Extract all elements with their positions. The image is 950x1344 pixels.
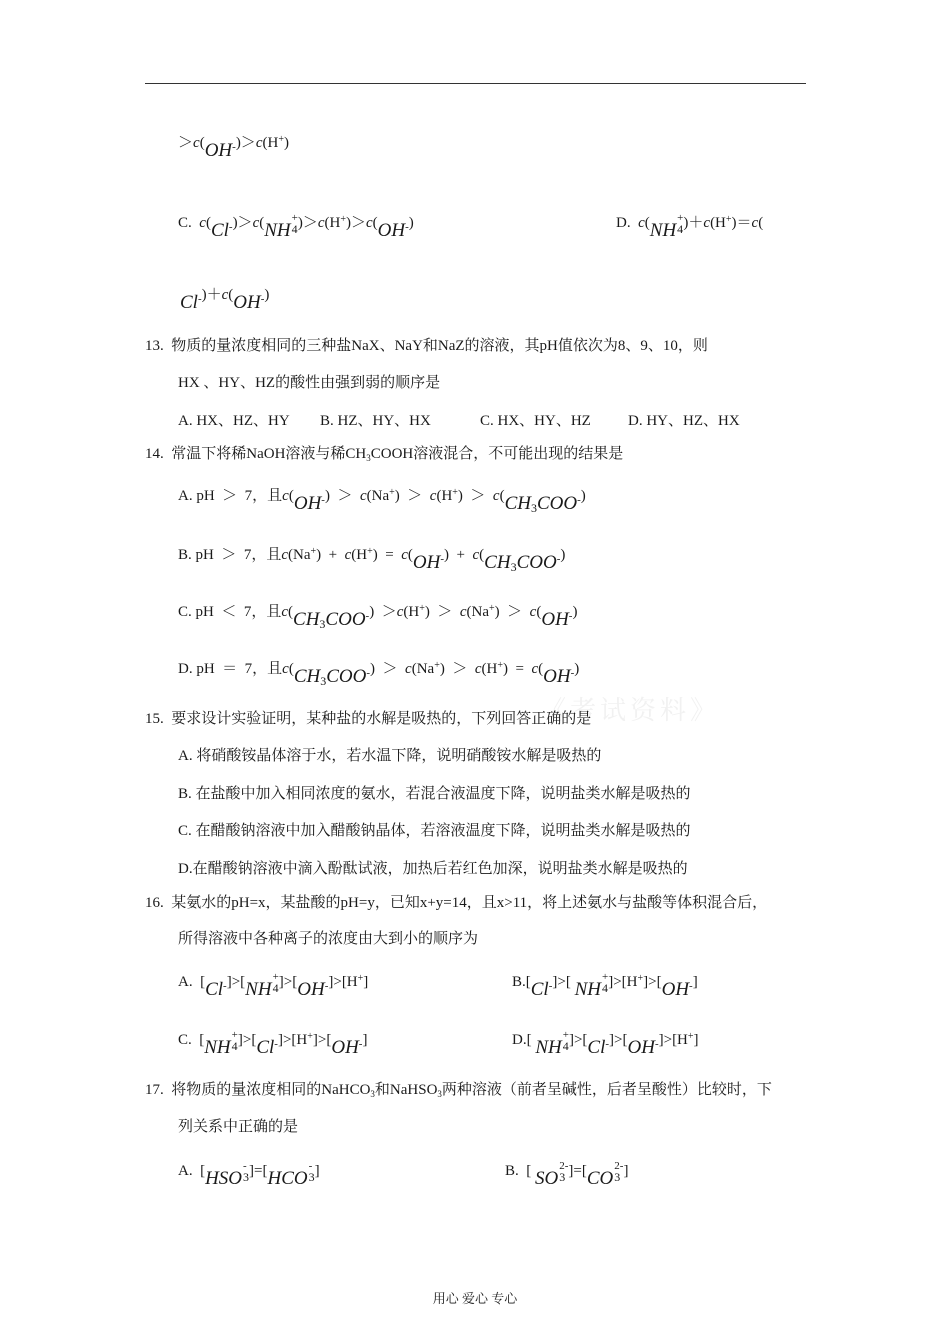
q16-option-d: D.[ NH + 4 ]>[Cl-]>[OH-]>[H+] — [512, 1029, 699, 1058]
frag-option-d: D. c(NH + 4 )＋c(H+)＝c( — [616, 212, 764, 241]
frag-line-1: ＞c(OH-)＞c(H+) — [178, 134, 289, 161]
q15-option-d: D.在醋酸钠溶液中滴入酚酞试液，加热后若红色加深，说明盐类水解是吸热的 — [178, 861, 688, 877]
q16-option-c: C. [NH + 4 ]>[Cl-]>[H+]>[OH-] — [178, 1029, 368, 1058]
q15-option-c: C. 在醋酸钠溶液中加入醋酸钠晶体，若溶液温度下降，说明盐类水解是吸热的 — [178, 823, 691, 839]
q14-option-b: B. pH ＞ 7，且$c(Na^+) + c(H^+) = c(OH^-) + c(CH_3COO^-)$ — [178, 546, 566, 574]
q14-stem: 14. 常温下将稀NaOH溶液与稀$CH_3COOH$溶液混合，不可能出现的结果是 — [145, 446, 624, 463]
q14-option-a: A. pH ＞ 7，且$c(OH^-) > c(Na^+) > c(H^+) > c(CH_3COO^-)$ — [178, 487, 586, 515]
frag-option-c: C. c(Cl-)＞c(NH + 4 )＞c(H+)＞c(OH-) — [178, 212, 414, 241]
q15-option-b: B. 在盐酸中加入相同浓度的氨水，若混合液温度下降，说明盐类水解是吸热的 — [178, 786, 691, 802]
q13-option-d: D. HY、HZ、HX — [628, 413, 740, 429]
q15-option-a: A. 将硝酸铵晶体溶于水，若水温下降，说明硝酸铵水解是吸热的 — [178, 748, 602, 764]
q13-stem: 13. 物质的量浓度相同的三种盐NaX、NaY和NaZ的溶液，其pH值依次为8、9、10，则 — [145, 338, 708, 354]
q13-option-b: B. HZ、HY、HX — [320, 413, 431, 429]
q13-option-a: A. HX、HZ、HY — [178, 413, 290, 429]
q16-stem-cont: 所得溶液中各种离子的浓度由大到小的顺序为 — [178, 931, 479, 947]
q14-option-c: C. pH ＜ 7，且$c(CH_3COO^-) >c(H^+) > c(Na^+) > c(OH^-)$ — [178, 603, 578, 631]
q15-stem: 15. 要求设计实验证明，某种盐的水解是吸热的，下列回答正确的是 — [145, 711, 592, 727]
q16-option-a: A. [Cl-]>[NH + 4 ]>[OH-]>[H+] — [178, 971, 369, 1000]
q16-stem: 16. 某氨水的pH=x，某盐酸的pH=y，已知x+y=14，且x>11，将上述氨水与盐酸等体积混合后， — [145, 895, 768, 911]
q17-stem-cont: 列关系中正确的是 — [178, 1119, 299, 1135]
q13-stem-cont: HX 、HY、HZ的酸性由强到弱的顺序是 — [178, 375, 441, 391]
page-footer: 用心 爱心 专心 — [432, 1291, 518, 1306]
frag-option-d-cont: Cl-)＋c(OH-) — [180, 287, 270, 313]
header-rule — [145, 83, 806, 84]
q17-option-b: B. [ SO 2- 3 ]=[CO 2- 3 ] — [505, 1160, 629, 1189]
q17-option-a: A. [HSO - 3 ]=[HCO - 3 ] — [178, 1160, 320, 1189]
watermark: 《考试资料》 — [540, 696, 721, 725]
q14-option-d: D. pH ＝ 7，且$c(CH_3COO^-) > c(Na^+) > c(H^+) = c(OH^-)$ — [178, 660, 580, 688]
q13-option-c: C. HX、HY、HZ — [480, 413, 591, 429]
q16-option-b: B.[Cl-]>[ NH + 4 ]>[H+]>[OH-] — [512, 971, 698, 1000]
q17-stem: 17. 将物质的量浓度相同的NaHCO$_3$和NaHSO$_3$两种溶液（前者呈碱性，后者呈酸性）比较时，下 — [145, 1082, 772, 1099]
